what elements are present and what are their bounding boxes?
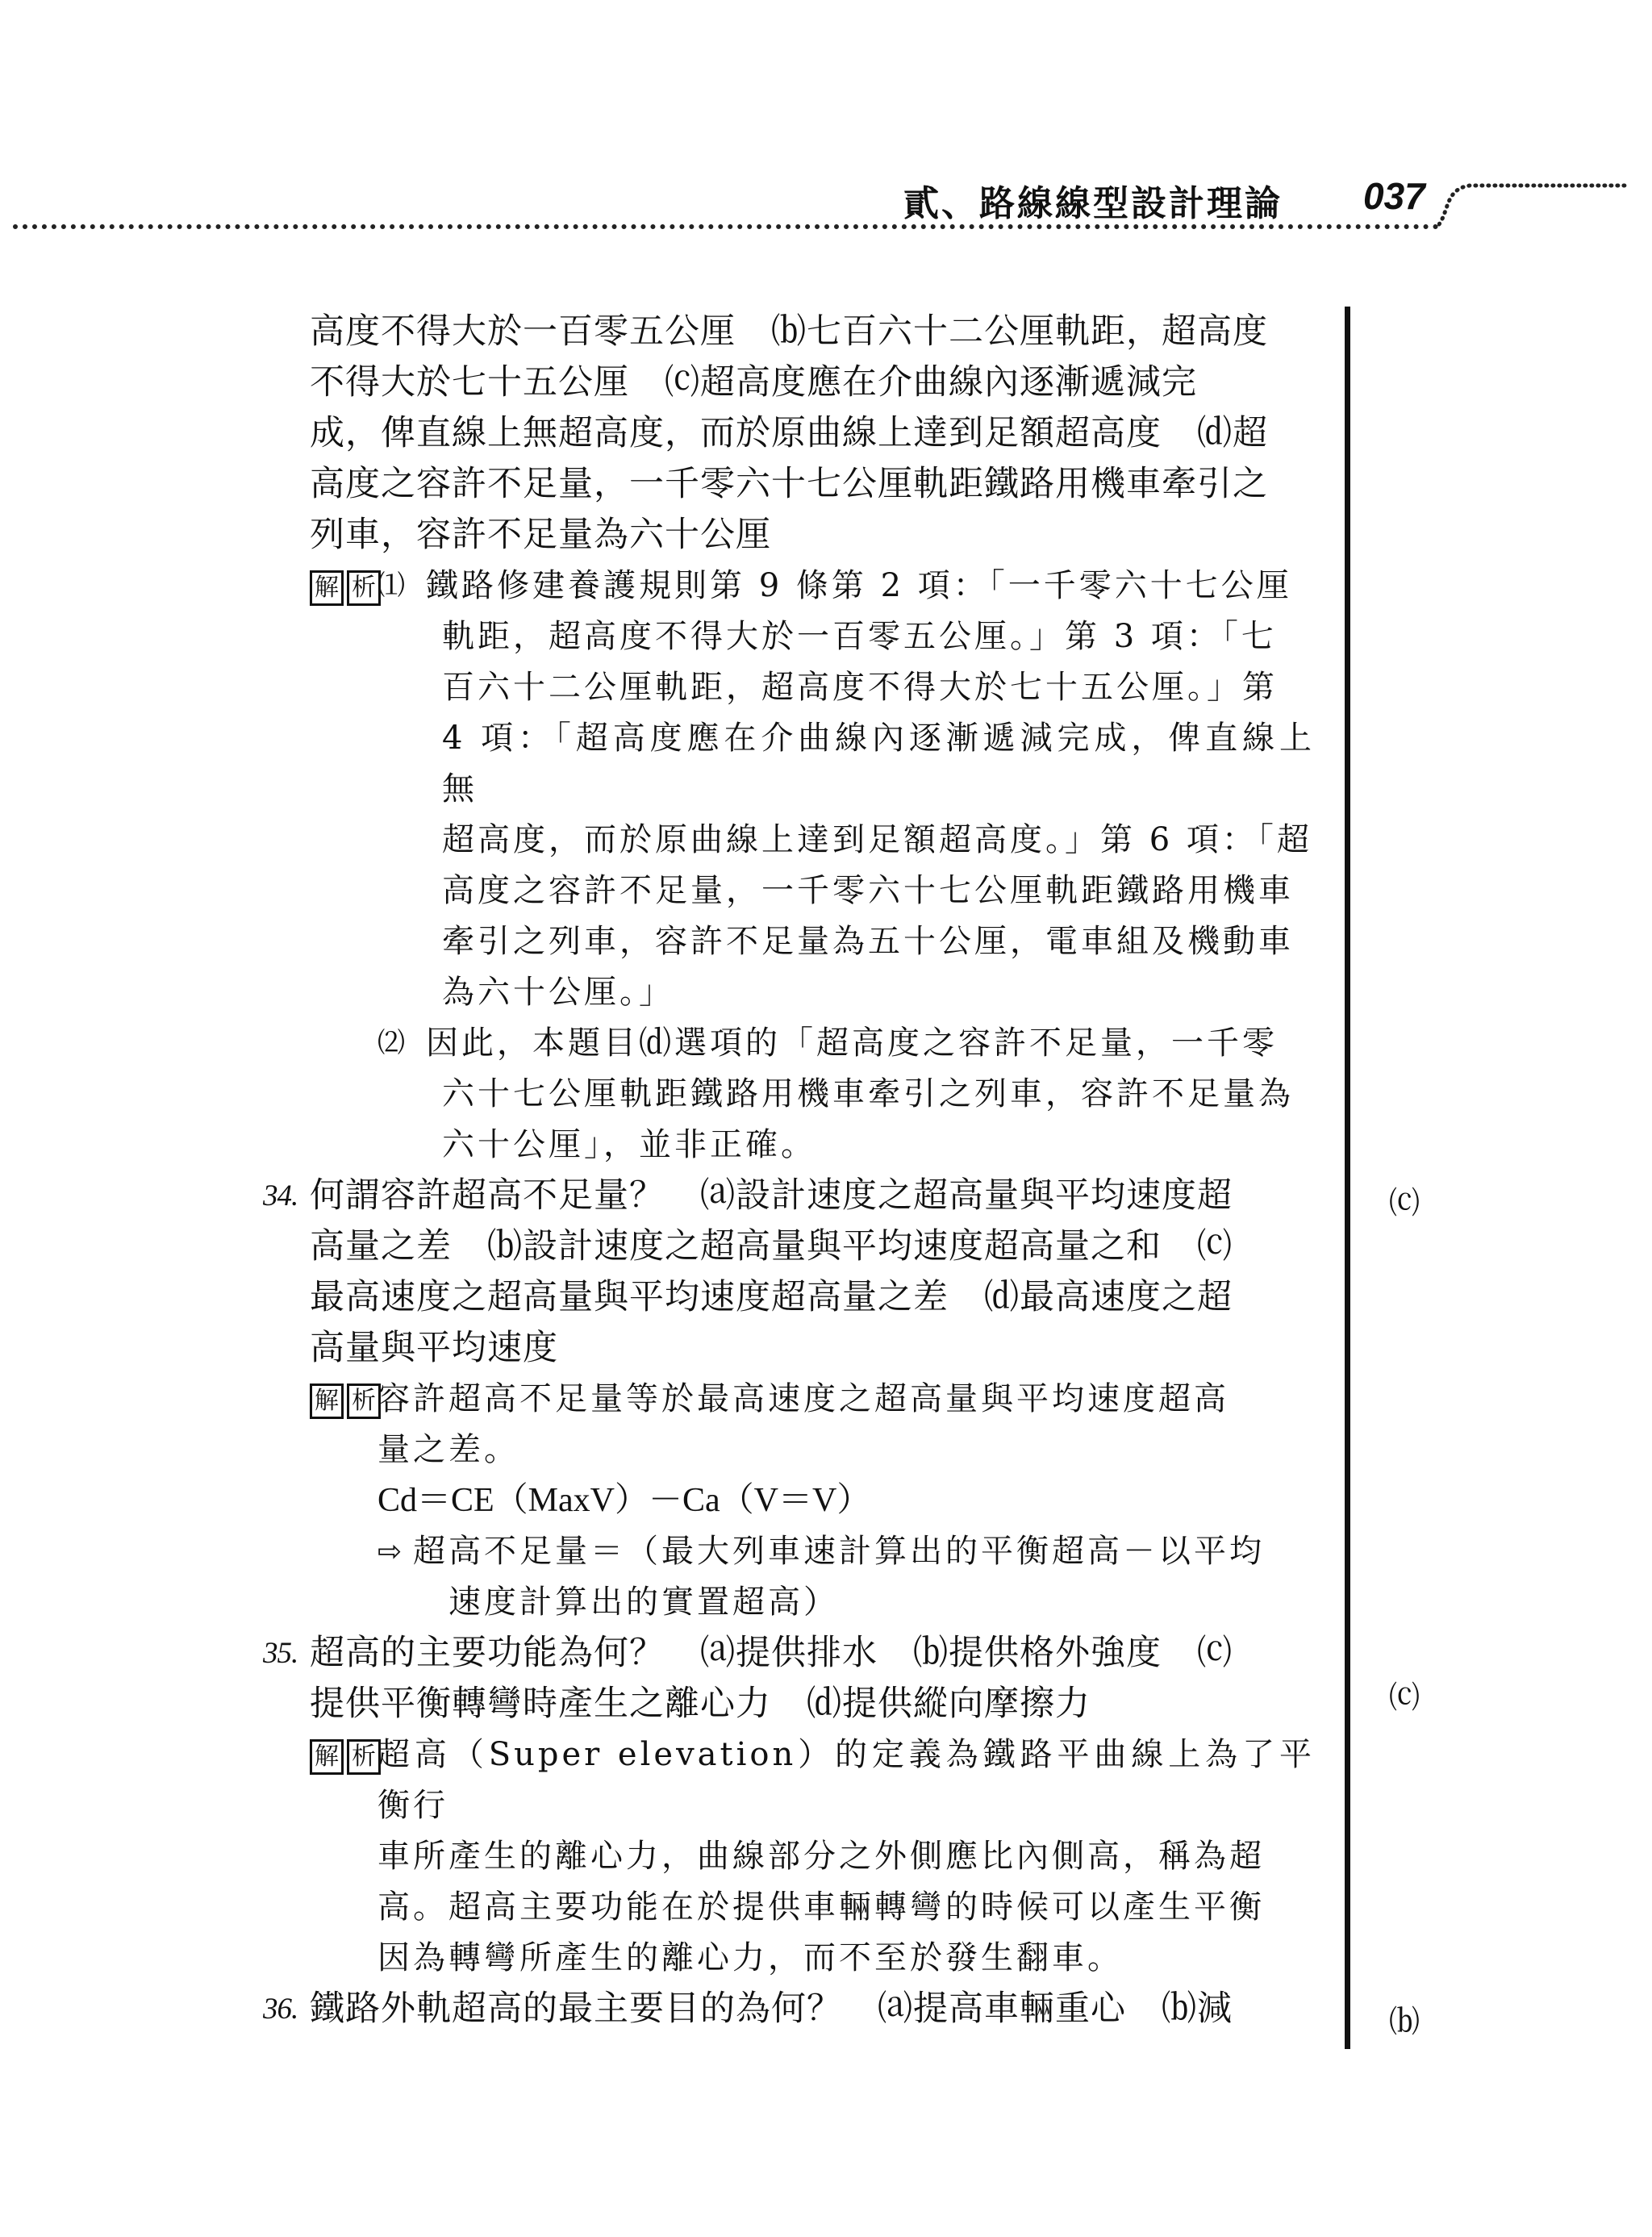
question-line: 成，俾直線上無超高度，而於原曲線上達到足額超高度 ⒟超: [310, 413, 1268, 453]
analysis-item-1: [378, 561, 1315, 1018]
header-dotted-curve: [1437, 179, 1631, 227]
badge-char: 解: [310, 1384, 344, 1419]
analysis-line: 軌距，超高度不得大於一百零五公厘。」第 3 項：「七: [442, 618, 1277, 655]
question-number: 35.: [263, 1637, 298, 1670]
formula-explanation: [266, 1526, 1315, 1628]
badge-char: 析: [347, 1739, 381, 1775]
analysis-line: 超高（Super elevation）的定義為鐵路平曲線上為了平衡行: [378, 1736, 1315, 1824]
item-number: ⑴: [378, 571, 405, 601]
analysis-line: 超高不足量＝（最大列車速計算出的平衡超高－以平均: [413, 1533, 1265, 1570]
analysis-badge: [310, 1384, 384, 1419]
question-number: 34.: [263, 1179, 298, 1212]
question-line: 高量與平均速度: [310, 1328, 558, 1368]
question-line: 高度之容許不足量，一千零六十七公厘軌距鐵路用機車牽引之: [310, 464, 1268, 504]
analysis-line: 因為轉彎所產生的離心力，而不至於發生翻車。: [378, 1939, 1123, 1976]
analysis-line: 六十公厘」，並非正確。: [442, 1126, 816, 1163]
answer-35: ⒞: [1389, 1681, 1420, 1715]
analysis-line: 百六十二公厘軌距，超高度不得大於七十五公厘。」第: [442, 669, 1278, 706]
text-column: [263, 307, 1315, 2035]
answer-34: ⒞: [1389, 1187, 1420, 1221]
question-line: 提供平衡轉彎時產生之離心力 ⒟提供縱向摩擦力: [310, 1684, 1091, 1724]
badge-char: 析: [347, 1384, 381, 1419]
analysis-line: 量之差。: [378, 1431, 519, 1468]
question-34: [263, 1171, 1315, 1374]
analysis-line: 高。超高主要功能在於提供車輛轉彎的時候可以產生平衡: [378, 1889, 1265, 1926]
analysis-line: 因此，本題目⒟選項的「超高度之容許不足量，一千零: [426, 1025, 1278, 1062]
badge-char: 析: [347, 570, 381, 606]
analysis-badge: [310, 570, 384, 606]
badge-char: 解: [310, 570, 344, 606]
page-number: 037: [1363, 175, 1425, 217]
analysis-line: 速度計算出的實置超高）: [448, 1584, 839, 1621]
analysis-34: [266, 1374, 1315, 1475]
question-line: 鐵路外軌超高的最主要目的為何？ ⒜提高車輛重心 ⒝減: [310, 1989, 1233, 2029]
analysis-line: 高度之容許不足量，一千零六十七公厘軌距鐵路用機車: [442, 872, 1294, 909]
analysis-badge: [310, 1739, 384, 1775]
question-line: 何謂容許超高不足量？ ⒜設計速度之超高量與平均速度超: [310, 1175, 1233, 1216]
analysis-line: 鐵路修建養護規則第 9 條第 2 項：「一千零六十七公厘: [426, 567, 1292, 604]
analysis-item-2: [378, 1018, 1315, 1171]
header-dotted-rule: [13, 224, 1439, 229]
question-33-continuation: [266, 307, 1315, 561]
analysis-33: [266, 561, 1315, 1171]
answer-36: ⒝: [1389, 2005, 1420, 2039]
question-line: 不得大於七十五公厘 ⒞超高度應在介曲線內逐漸遞減完: [310, 362, 1197, 403]
answer-column-divider: [1345, 307, 1350, 2049]
question-line: 高度不得大於一百零五公厘 ⒝七百六十二公厘軌距，超高度: [310, 311, 1268, 352]
analysis-line: 4 項：「超高度應在介曲線內逐漸遞減完成，俾直線上無: [442, 720, 1315, 808]
question-line: 高量之差 ⒝設計速度之超高量與平均速度超高量之和 ⒞: [310, 1226, 1233, 1267]
analysis-line: 六十七公厘軌距鐵路用機車牽引之列車，容許不足量為: [442, 1075, 1294, 1112]
analysis-35: [266, 1730, 1315, 1984]
question-line: 列車，容許不足量為六十公厘: [310, 515, 771, 555]
item-number: ⑵: [378, 1029, 405, 1058]
question-line: 超高的主要功能為何？ ⒜提供排水 ⒝提供格外強度 ⒞: [310, 1633, 1233, 1673]
formula-line: Cd＝CE（MaxV）－Ca（V＝V）: [378, 1482, 871, 1519]
question-number: 36.: [263, 1993, 298, 2026]
analysis-line: 為六十公厘。」: [442, 974, 674, 1011]
question-35: [263, 1628, 1315, 1730]
analysis-line: 超高度，而於原曲線上達到足額超高度。」第 6 項：「超: [442, 821, 1312, 858]
badge-char: 解: [310, 1739, 344, 1775]
analysis-line: 牽引之列車，容許不足量為五十公厘，電車組及機動車: [442, 923, 1294, 960]
question-line: 最高速度之超高量與平均速度超高量之差 ⒟最高速度之超: [310, 1277, 1233, 1317]
analysis-line: 容許超高不足量等於最高速度之超高量與平均速度超高: [378, 1380, 1229, 1417]
question-36: [263, 1984, 1315, 2035]
analysis-line: 車所產生的離心力，曲線部分之外側應比內側高，稱為超: [378, 1838, 1265, 1875]
chapter-title: 貳、路線線型設計理論: [903, 184, 1283, 223]
arrow-icon: ⇨: [378, 1535, 403, 1568]
